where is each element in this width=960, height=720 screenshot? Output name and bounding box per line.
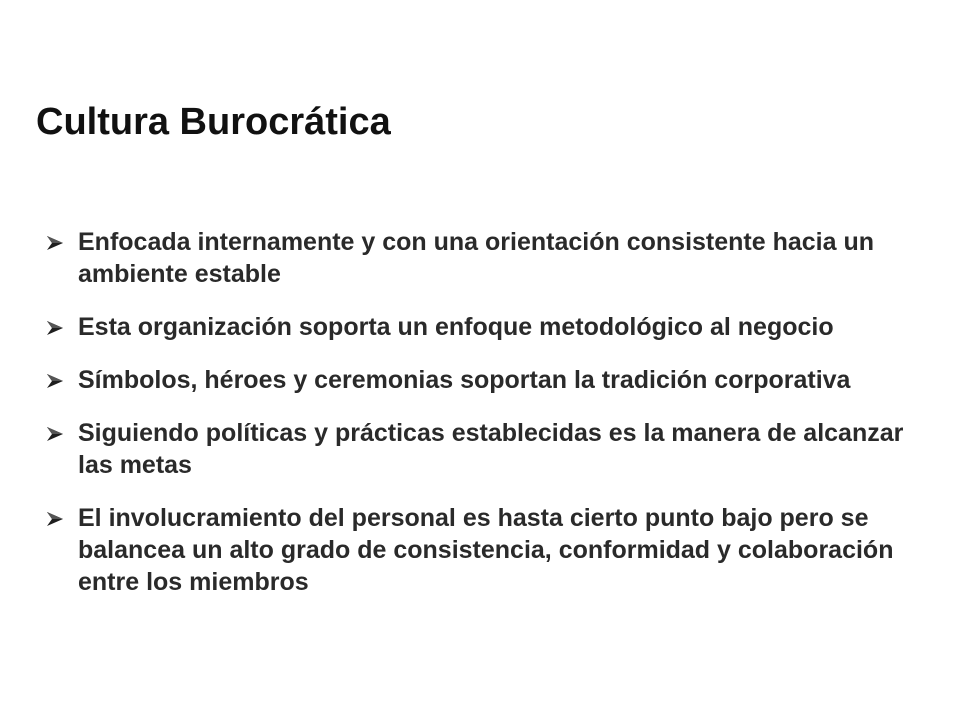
list-item [46,417,926,481]
bullet-text: El involucramiento del personal es hasta cierto punto bajo pero se balancea un alto grado de consistencia, conformidad y colaboración entre los miembros [78,504,894,596]
bullet-text: Esta organización soporta un enfoque metodológico al negocio [78,313,834,341]
bullet-text: Siguiendo políticas y prácticas establecidas es la manera de alcanzar las metas [78,419,904,479]
list-item [46,311,926,343]
list-item [46,226,926,290]
list-item [46,502,926,598]
arrow-bullet-icon [46,426,64,442]
arrow-bullet-icon [46,373,64,389]
list-item [46,364,926,396]
arrow-bullet-icon [46,511,64,527]
bullet-text: Enfocada internamente y con una orientación consistente hacia un ambiente estable [78,228,875,288]
arrow-bullet-icon [46,320,64,336]
arrow-bullet-icon [46,235,64,251]
slide-title: Cultura Burocrática [36,101,391,143]
bullet-text: Símbolos, héroes y ceremonias soportan la tradición corporativa [78,366,851,394]
bullet-list [46,226,926,619]
